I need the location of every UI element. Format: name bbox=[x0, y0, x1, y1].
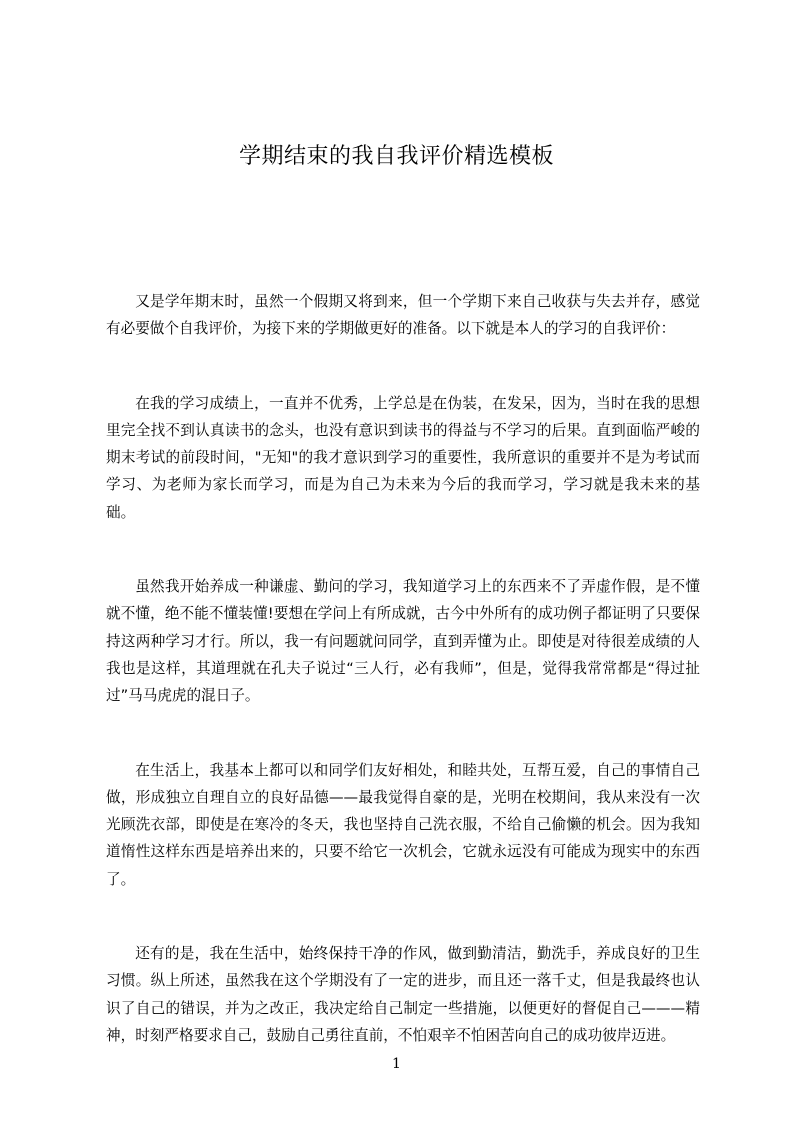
document-body bbox=[106, 288, 700, 1096]
paragraph-intro: 又是学年期末时，虽然一个假期又将到来，但一个学期下来自己收获与失去并存，感觉有必要做个自我评价，为接下来的学期做更好的准备。以下就是本人的学习的自我评价： bbox=[106, 293, 700, 338]
paragraph-life: 在生活上，我基本上都可以和同学们友好相处，和睦共处，互帮互爱，自己的事情自己做，形成独立自理自立的良好品德——最我觉得自豪的是，光明在校期间，我从来没有一次光顾洗衣部，即使是在寒冷的冬天，我也坚持自己洗衣服，不给自己偷懒的机会。因为我知道惰性这样东西是培养出来的，只要不给它一次机会，它就永远没有可能成为现实中的东西了。 bbox=[106, 761, 700, 888]
paragraph-study: 在我的学习成绩上，一直并不优秀，上学总是在伪装，在发呆，因为，当时在我的思想里完全找不到认真读书的念头，也没有意识到读书的得益与不学习的后果。直到面临严峻的期末考试的前段时间，"无知"的我才意识到学习的重要性，我所意识的重要并不是为考试而学习、为老师为家长而学习，而是为自己为未来为今后的我而学习，学习就是我未来的基础。 bbox=[106, 394, 700, 521]
document-title: 学期结束的我自我评价精选模板 bbox=[238, 144, 554, 169]
paragraph-summary: 还有的是，我在生活中，始终保持干净的作风，做到勤清洁，勤洗手，养成良好的卫生习惯。纵上所述，虽然我在这个学期没有了一定的进步，而且还一落千丈，但是我最终也认识了自己的错误，并为之改正，我决定给自己制定一些措施，以便更好的督促自己———精神，时刻严格要求自己，鼓励自己勇往直前，不怕艰辛不怕困苦向自己的成功彼岸迈进。 bbox=[106, 945, 700, 1044]
page-number: 1 bbox=[392, 1056, 401, 1072]
paragraph-attitude: 虽然我开始养成一种谦虚、勤问的学习，我知道学习上的东西来不了弄虚作假，是不懂就不懂，绝不能不懂装懂!要想在学问上有所成就，古今中外所有的成功例子都证明了只要保持这两种学习才行。所以，我一有问题就问同学，直到弄懂为止。即使是对待很差成绩的人我也是这样，其道理就在孔夫子说过“三人行，必有我师”，但是，觉得我常常都是“得过扯过”马马虎虎的混日子。 bbox=[106, 578, 700, 705]
